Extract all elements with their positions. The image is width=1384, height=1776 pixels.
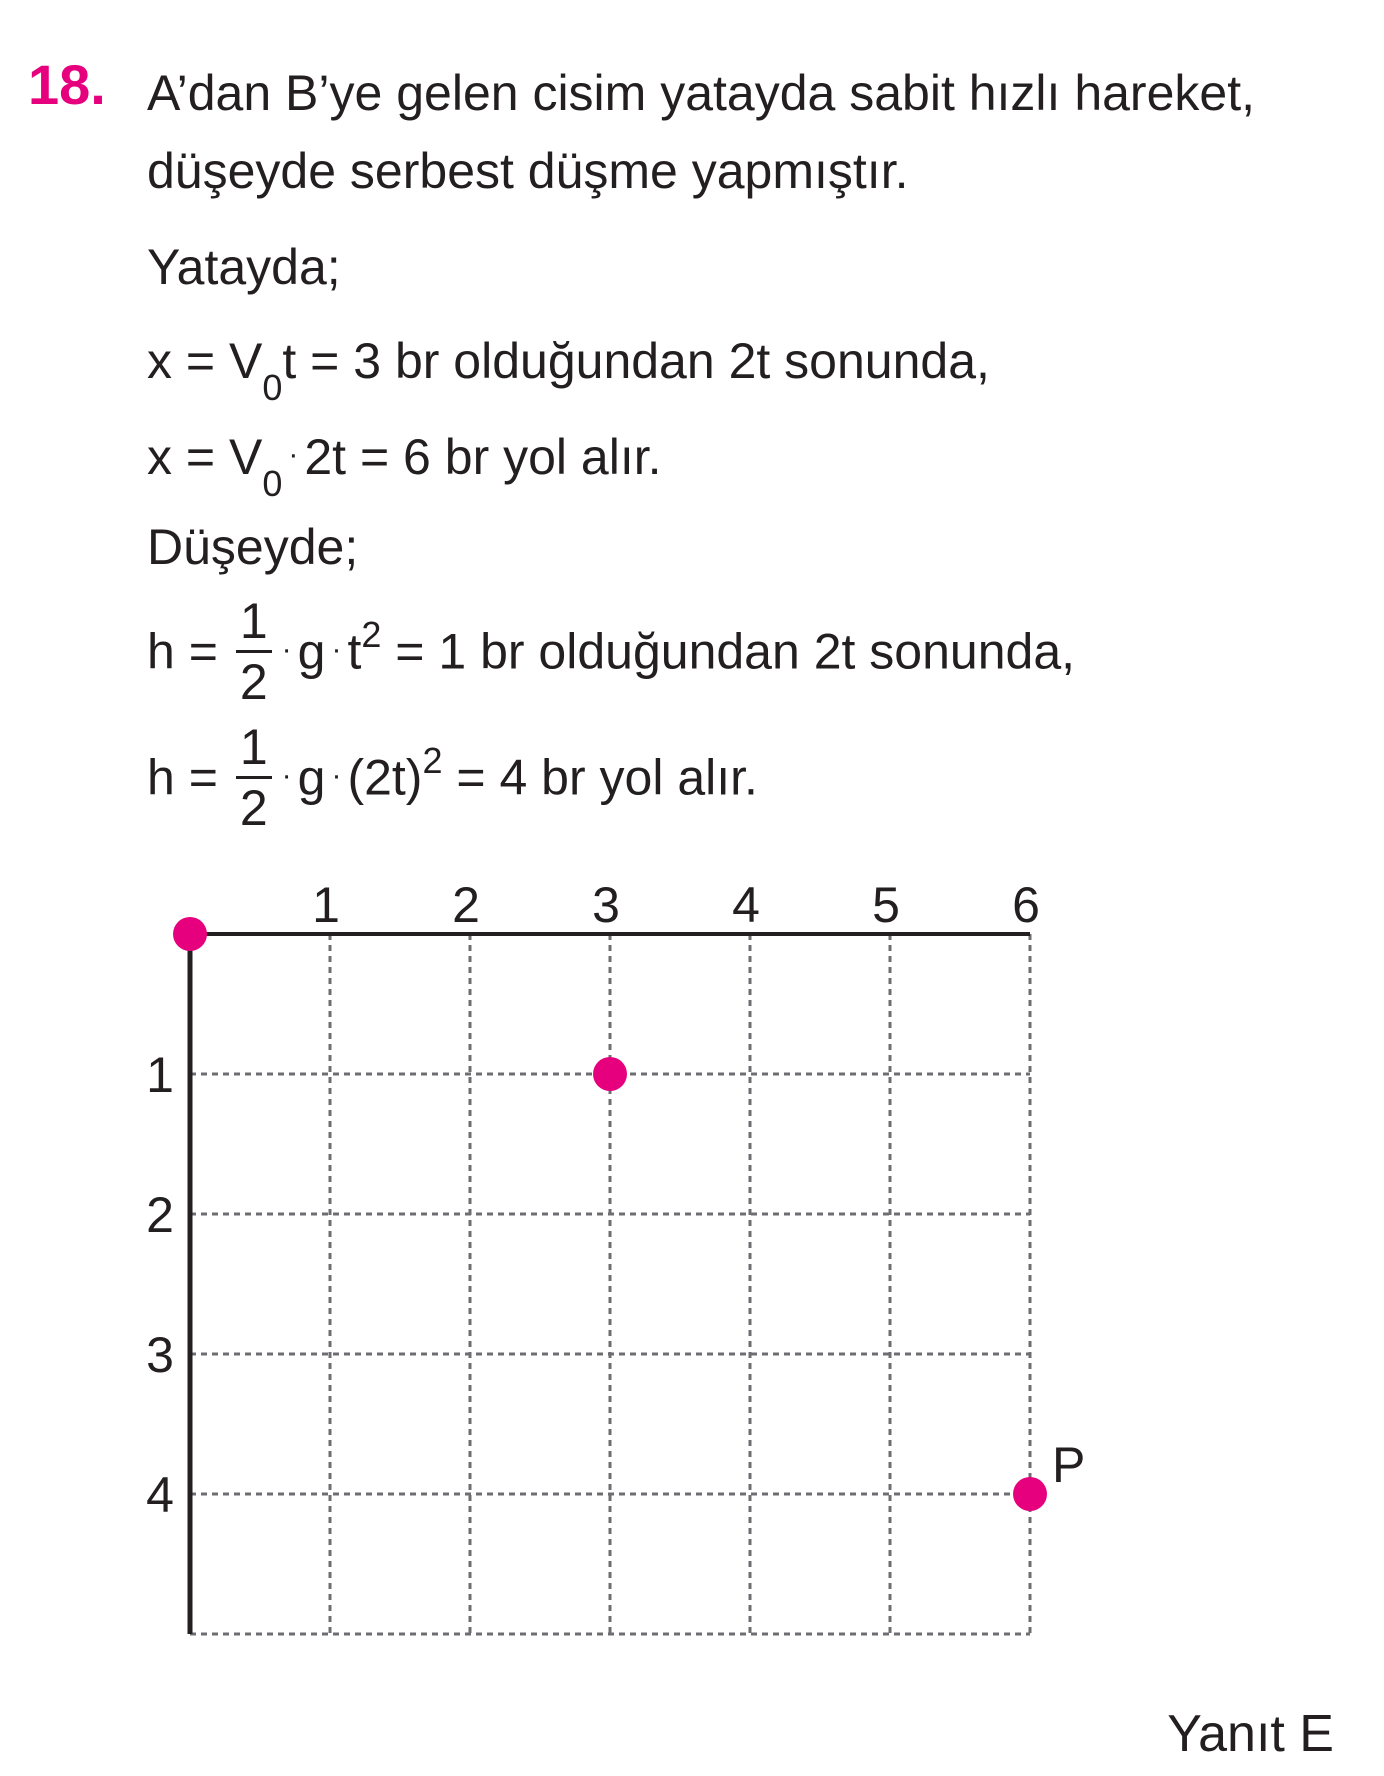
y-tick-label: 4 <box>146 1467 174 1523</box>
eq1-rhs: t = 3 br olduğundan 2t sonunda, <box>282 333 990 389</box>
eq4-t: (2t) <box>347 749 423 806</box>
eq3-lhs: h = <box>147 623 218 680</box>
eq4-lhs: h = <box>147 749 218 806</box>
x-tick-label: 4 <box>732 877 760 933</box>
eq3-numerator: 1 <box>236 596 272 653</box>
point-label: P <box>1052 1437 1086 1493</box>
eq4-superscript: 2 <box>422 739 443 781</box>
x-tick-label: 2 <box>452 877 480 933</box>
eq3-g: g <box>297 623 326 680</box>
y-tick-label: 2 <box>146 1187 174 1243</box>
grid-lines <box>190 934 1030 1634</box>
data-point <box>1013 1477 1047 1511</box>
eq4-numerator: 1 <box>236 722 272 779</box>
eq3-superscript: 2 <box>361 613 382 655</box>
x-tick-label: 1 <box>312 877 340 933</box>
eq4-dot-1: · <box>281 758 292 792</box>
eq4-dot-2: · <box>331 758 342 792</box>
x-tick-label: 5 <box>872 877 900 933</box>
eq1-lhs: x = V <box>147 333 263 389</box>
vertical-heading: Düşeyde; <box>147 519 359 575</box>
question-text-line-1: A’dan B’ye gelen cisim yatayda sabit hızlı hareket, <box>147 65 1255 121</box>
horizontal-heading: Yatayda; <box>147 239 341 295</box>
y-tick-label: 1 <box>146 1047 174 1103</box>
eq4-rhs: = 4 br yol alır. <box>456 749 758 806</box>
x-tick-label: 6 <box>1012 877 1040 933</box>
question-number: 18. <box>28 53 106 116</box>
eq3-dot-2: · <box>331 632 342 666</box>
eq3-t: t <box>347 623 362 680</box>
eq2-dot: · <box>288 438 299 471</box>
eq3-rhs: = 1 br olduğundan 2t sonunda, <box>395 623 1076 680</box>
data-point <box>593 1057 627 1091</box>
answer-text: Yanıt E <box>1167 1705 1334 1763</box>
y-tick-label: 3 <box>146 1327 174 1383</box>
eq2-rhs: 2t = 6 br yol alır. <box>304 429 662 485</box>
data-points <box>173 917 1085 1511</box>
eq3-dot-1: · <box>281 632 292 666</box>
eq4-denominator: 2 <box>239 780 268 836</box>
eq2-subscript: 0 <box>262 463 283 504</box>
eq1-subscript: 0 <box>262 367 283 408</box>
x-tick-label: 3 <box>592 877 620 933</box>
data-point <box>173 917 207 951</box>
eq3-denominator: 2 <box>239 654 268 710</box>
eq4-g: g <box>297 749 326 806</box>
question-text-line-2: düşeyde serbest düşme yapmıştır. <box>147 143 909 199</box>
eq2-lhs: x = V <box>147 429 263 485</box>
tick-labels <box>146 877 1040 1523</box>
